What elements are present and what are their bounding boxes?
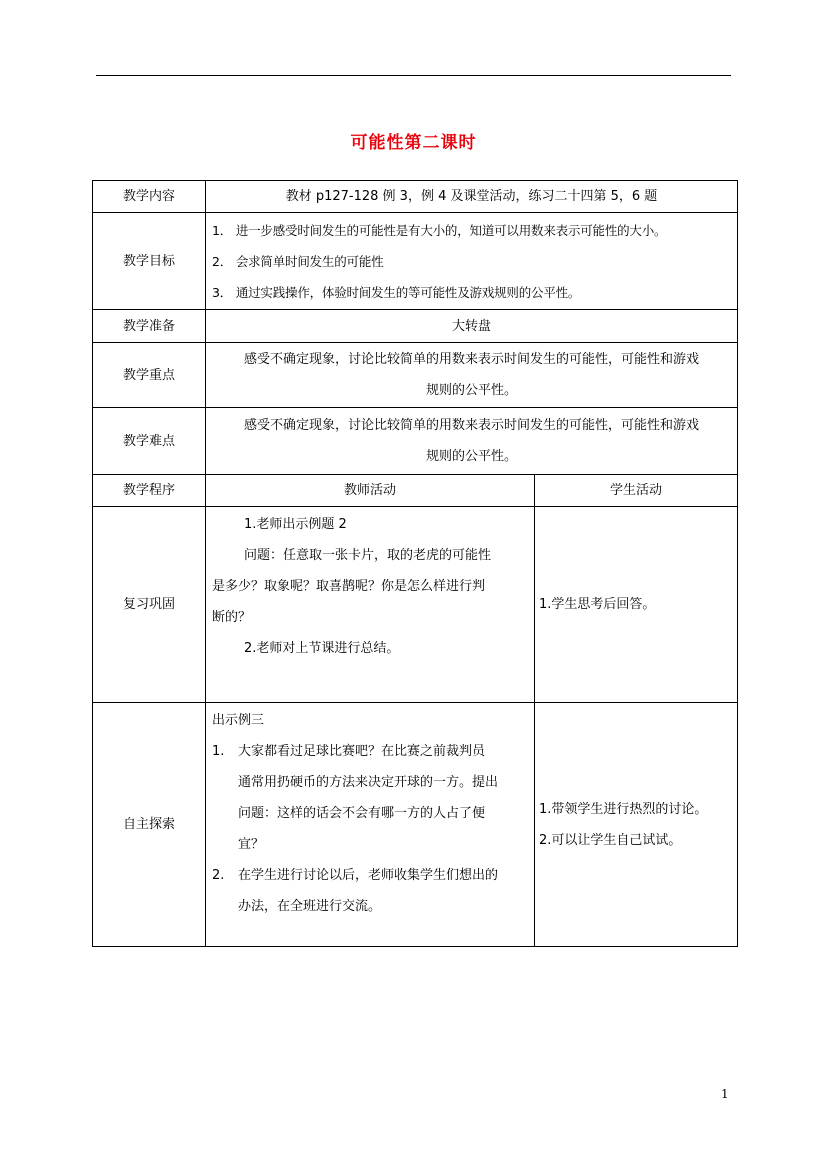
goal-item: 3． 通过实践操作，体验时间发生的等可能性及游戏规则的公平性。 <box>212 284 581 300</box>
label-procedure: 教学程序 <box>93 475 206 507</box>
header-student: 学生活动 <box>535 475 738 507</box>
explore-line: 大家都看过足球比赛吧？在比赛之前裁判员 <box>238 744 486 759</box>
key-line: 规则的公平性。 <box>425 383 517 398</box>
review-line: 1.老师出示例题 2 <box>244 517 347 532</box>
header-teacher: 教师活动 <box>206 475 535 507</box>
item-number: 1. <box>212 744 225 759</box>
explore-student <box>535 703 738 947</box>
explore-student-line: 1.带领学生进行热烈的讨论。 <box>539 801 708 817</box>
explore-line: 通常用扔硬币的方法来决定开球的一方。提出 <box>238 775 499 790</box>
difficulty-line: 感受不确定现象，讨论比较简单的用数来表示时间发生的可能性，可能性和游戏 <box>243 418 699 433</box>
key-line: 感受不确定现象，讨论比较简单的用数来表示时间发生的可能性，可能性和游戏 <box>243 352 699 367</box>
row-difficulty <box>93 408 738 475</box>
explore-teacher <box>206 703 535 947</box>
item-number: 2. <box>212 868 225 883</box>
review-line: 断的？ <box>212 610 252 625</box>
explore-intro: 出示例三 <box>212 713 265 728</box>
row-content <box>93 181 738 213</box>
review-line: 问题：任意取一张卡片，取的老虎的可能性 <box>244 548 492 563</box>
explore-line: 办法，在全班进行交流。 <box>238 899 382 914</box>
explore-line: 在学生进行讨论以后，老师收集学生们想出的 <box>238 868 499 883</box>
explore-line: 宜？ <box>238 837 265 852</box>
value-key <box>206 343 738 408</box>
label-explore: 自主探索 <box>93 703 206 947</box>
page-title: 可能性第二课时 <box>350 133 477 153</box>
row-procedure-header <box>93 475 738 507</box>
review-teacher <box>206 507 535 703</box>
label-review: 复习巩固 <box>93 507 206 703</box>
goal-item: 1． 进一步感受时间发生的可能性是有大小的，知道可以用数来表示可能性的大小。 <box>212 222 667 238</box>
row-key <box>93 343 738 408</box>
label-goals: 教学目标 <box>93 213 206 310</box>
label-key: 教学重点 <box>93 343 206 408</box>
label-prep: 教学准备 <box>93 310 206 343</box>
header-rule <box>96 75 731 76</box>
value-goals <box>206 213 738 310</box>
review-line: 2.老师对上节课进行总结。 <box>244 641 400 656</box>
review-line: 是多少？取象呢？取喜鹊呢？你是怎么样进行判 <box>212 579 486 594</box>
label-content: 教学内容 <box>93 181 206 213</box>
value-prep: 大转盘 <box>206 310 738 343</box>
value-content: 教材 p127-128 例 3，例 4 及课堂活动，练习二十四第 5，6 题 <box>206 181 738 213</box>
explore-item <box>212 860 528 922</box>
explore-item <box>212 736 528 860</box>
review-student: 1.学生思考后回答。 <box>535 507 738 703</box>
goal-item: 2． 会求简单时间发生的可能性 <box>212 253 384 269</box>
page-number: 1 <box>721 1087 729 1101</box>
explore-student-line: 2.可以让学生自己试试。 <box>539 832 682 848</box>
difficulty-line: 规则的公平性。 <box>425 449 517 464</box>
row-prep <box>93 310 738 343</box>
lesson-plan-table <box>92 180 738 947</box>
value-difficulty <box>206 408 738 475</box>
row-explore <box>93 703 738 947</box>
row-review <box>93 507 738 703</box>
explore-line: 问题：这样的话会不会有哪一方的人占了便 <box>238 806 486 821</box>
label-difficulty: 教学难点 <box>93 408 206 475</box>
row-goals <box>93 213 738 310</box>
